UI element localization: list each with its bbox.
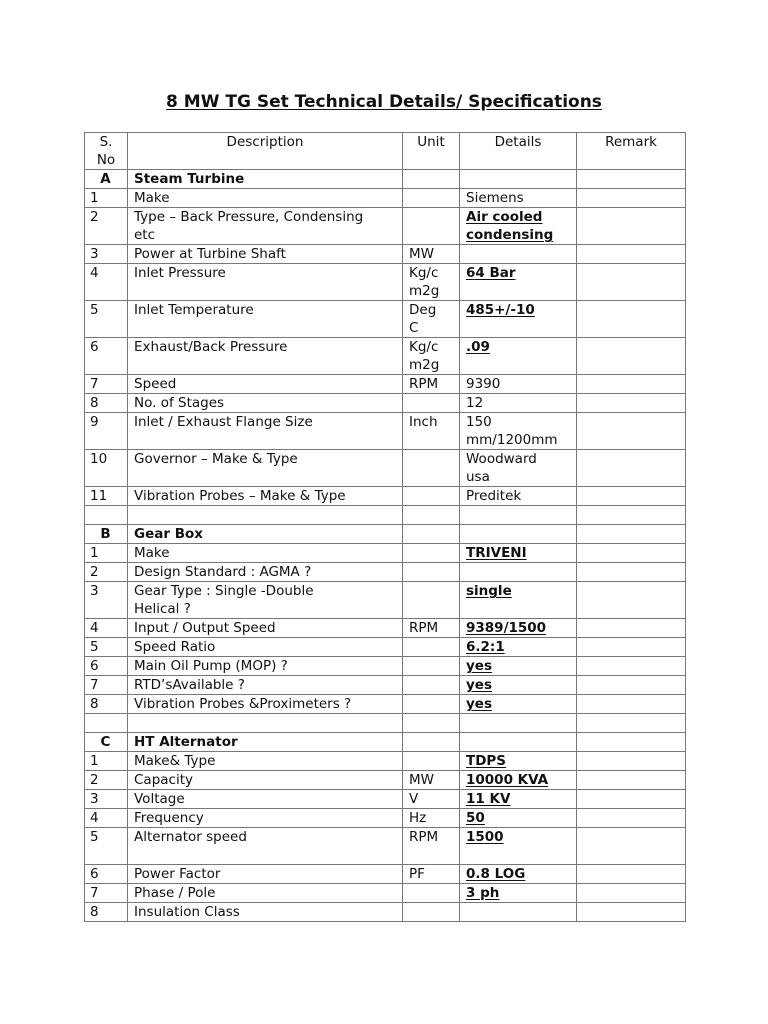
section-row [85, 525, 686, 544]
item-details: 11 KV [460, 790, 577, 809]
item-unit [403, 394, 460, 413]
item-description: Inlet / Exhaust Flange Size [128, 413, 403, 450]
empty-cell [403, 170, 460, 189]
item-details: 150 mm/1200mm [460, 413, 577, 450]
table-row [85, 264, 686, 301]
item-details: 64 Bar [460, 264, 577, 301]
empty-cell [128, 714, 403, 733]
item-number: 7 [85, 676, 128, 695]
table-row [85, 563, 686, 582]
item-number: 1 [85, 752, 128, 771]
item-details: Siemens [460, 189, 577, 208]
item-number: 4 [85, 809, 128, 828]
empty-cell [577, 714, 686, 733]
item-remark [577, 487, 686, 506]
item-number: 4 [85, 619, 128, 638]
empty-cell [403, 733, 460, 752]
item-details: 12 [460, 394, 577, 413]
item-description: Gear Type : Single -Double Helical ? [128, 582, 403, 619]
table-row [85, 828, 686, 865]
item-number: 6 [85, 865, 128, 884]
table-row [85, 450, 686, 487]
table-row [85, 338, 686, 375]
item-remark [577, 638, 686, 657]
item-remark [577, 695, 686, 714]
item-remark [577, 338, 686, 375]
table-row [85, 809, 686, 828]
item-remark [577, 752, 686, 771]
section-letter: B [85, 525, 128, 544]
item-number: 2 [85, 208, 128, 245]
item-remark [577, 809, 686, 828]
item-unit: Kg/c m2g [403, 264, 460, 301]
table-row [85, 752, 686, 771]
header-description: Description [128, 133, 403, 170]
document-title: 8 MW TG Set Technical Details/ Specifications [166, 92, 602, 112]
item-details: 10000 KVA [460, 771, 577, 790]
item-unit [403, 582, 460, 619]
item-number: 3 [85, 582, 128, 619]
item-description: Power Factor [128, 865, 403, 884]
table-row [85, 245, 686, 264]
empty-cell [85, 714, 128, 733]
item-remark [577, 790, 686, 809]
item-details [460, 903, 577, 922]
empty-cell [128, 506, 403, 525]
table-row [85, 771, 686, 790]
section-title: HT Alternator [128, 733, 403, 752]
item-unit [403, 544, 460, 563]
table-body [85, 170, 686, 922]
empty-cell [460, 170, 577, 189]
empty-cell [577, 170, 686, 189]
item-remark [577, 394, 686, 413]
item-number: 5 [85, 828, 128, 865]
item-number: 8 [85, 695, 128, 714]
item-number: 7 [85, 884, 128, 903]
item-details [460, 245, 577, 264]
item-unit: MW [403, 771, 460, 790]
item-unit [403, 676, 460, 695]
item-remark [577, 903, 686, 922]
item-unit [403, 487, 460, 506]
section-title: Steam Turbine [128, 170, 403, 189]
item-description: Alternator speed [128, 828, 403, 865]
item-details: yes [460, 676, 577, 695]
item-description: Insulation Class [128, 903, 403, 922]
table-row [85, 301, 686, 338]
section-row [85, 733, 686, 752]
item-description: No. of Stages [128, 394, 403, 413]
table-row [85, 189, 686, 208]
item-details: yes [460, 657, 577, 676]
item-details: 1500 [460, 828, 577, 865]
section-title: Gear Box [128, 525, 403, 544]
item-unit: RPM [403, 828, 460, 865]
item-description: Exhaust/Back Pressure [128, 338, 403, 375]
item-remark [577, 657, 686, 676]
item-unit [403, 884, 460, 903]
empty-cell [460, 525, 577, 544]
item-description: Power at Turbine Shaft [128, 245, 403, 264]
item-description: Phase / Pole [128, 884, 403, 903]
table-row [85, 413, 686, 450]
empty-cell [403, 714, 460, 733]
spec-table [84, 132, 686, 922]
item-description: Frequency [128, 809, 403, 828]
header-unit: Unit [403, 133, 460, 170]
item-number: 1 [85, 544, 128, 563]
item-remark [577, 582, 686, 619]
item-unit: RPM [403, 375, 460, 394]
item-number: 10 [85, 450, 128, 487]
table-row [85, 394, 686, 413]
item-details: Preditek [460, 487, 577, 506]
header-sno: S. No [85, 133, 128, 170]
item-number: 6 [85, 657, 128, 676]
item-remark [577, 208, 686, 245]
item-number: 2 [85, 563, 128, 582]
item-unit: PF [403, 865, 460, 884]
item-description: Capacity [128, 771, 403, 790]
table-row [85, 638, 686, 657]
item-unit [403, 563, 460, 582]
header-remark: Remark [577, 133, 686, 170]
item-details: Woodward usa [460, 450, 577, 487]
item-description: Speed Ratio [128, 638, 403, 657]
item-details: 0.8 LOG [460, 865, 577, 884]
item-details: single [460, 582, 577, 619]
table-row [85, 208, 686, 245]
item-details: 3 ph [460, 884, 577, 903]
item-remark [577, 413, 686, 450]
section-letter: C [85, 733, 128, 752]
item-details: 9390 [460, 375, 577, 394]
table-header [85, 133, 686, 170]
item-remark [577, 264, 686, 301]
item-remark [577, 865, 686, 884]
item-details: TRIVENI [460, 544, 577, 563]
section-letter: A [85, 170, 128, 189]
table-row [85, 884, 686, 903]
section-row [85, 170, 686, 189]
item-unit: RPM [403, 619, 460, 638]
item-description: Make [128, 189, 403, 208]
blank-row [85, 506, 686, 525]
empty-cell [403, 525, 460, 544]
item-unit [403, 208, 460, 245]
header-details: Details [460, 133, 577, 170]
item-description: Speed [128, 375, 403, 394]
item-unit: MW [403, 245, 460, 264]
item-remark [577, 245, 686, 264]
item-description: Inlet Pressure [128, 264, 403, 301]
item-description: Input / Output Speed [128, 619, 403, 638]
item-details: .09 [460, 338, 577, 375]
item-description: Design Standard : AGMA ? [128, 563, 403, 582]
item-details: yes [460, 695, 577, 714]
item-unit [403, 638, 460, 657]
item-remark [577, 884, 686, 903]
item-number: 11 [85, 487, 128, 506]
item-unit: Kg/c m2g [403, 338, 460, 375]
item-number: 3 [85, 790, 128, 809]
item-remark [577, 189, 686, 208]
table-row [85, 790, 686, 809]
item-unit: Inch [403, 413, 460, 450]
item-details: 6.2:1 [460, 638, 577, 657]
item-number: 5 [85, 638, 128, 657]
table-row [85, 865, 686, 884]
item-unit [403, 189, 460, 208]
item-description: Type – Back Pressure, Condensing etc [128, 208, 403, 245]
empty-cell [460, 714, 577, 733]
empty-cell [85, 506, 128, 525]
item-number: 1 [85, 189, 128, 208]
item-unit [403, 657, 460, 676]
item-details: 9389/1500 [460, 619, 577, 638]
item-details: 50 [460, 809, 577, 828]
item-description: Make& Type [128, 752, 403, 771]
item-description: Make [128, 544, 403, 563]
item-description: Voltage [128, 790, 403, 809]
item-remark [577, 301, 686, 338]
empty-cell [460, 733, 577, 752]
item-unit: Deg C [403, 301, 460, 338]
table-row [85, 544, 686, 563]
empty-cell [577, 733, 686, 752]
item-number: 3 [85, 245, 128, 264]
table-row [85, 903, 686, 922]
item-details: Air cooled condensing [460, 208, 577, 245]
item-remark [577, 676, 686, 695]
item-number: 8 [85, 394, 128, 413]
item-details [460, 563, 577, 582]
item-description: Vibration Probes &Proximeters ? [128, 695, 403, 714]
table-row [85, 657, 686, 676]
item-unit [403, 752, 460, 771]
item-number: 6 [85, 338, 128, 375]
item-remark [577, 828, 686, 865]
item-unit [403, 903, 460, 922]
empty-cell [403, 506, 460, 525]
item-remark [577, 450, 686, 487]
table-row [85, 582, 686, 619]
item-unit: Hz [403, 809, 460, 828]
empty-cell [577, 506, 686, 525]
table-row [85, 487, 686, 506]
item-description: RTD’sAvailable ? [128, 676, 403, 695]
empty-cell [577, 525, 686, 544]
item-description: Vibration Probes – Make & Type [128, 487, 403, 506]
item-number: 4 [85, 264, 128, 301]
item-description: Governor – Make & Type [128, 450, 403, 487]
item-description: Main Oil Pump (MOP) ? [128, 657, 403, 676]
item-description: Inlet Temperature [128, 301, 403, 338]
header-row [85, 133, 686, 170]
item-unit [403, 695, 460, 714]
item-number: 8 [85, 903, 128, 922]
item-number: 2 [85, 771, 128, 790]
table-row [85, 676, 686, 695]
item-number: 7 [85, 375, 128, 394]
item-unit: V [403, 790, 460, 809]
item-remark [577, 563, 686, 582]
item-number: 5 [85, 301, 128, 338]
table-row [85, 375, 686, 394]
item-remark [577, 544, 686, 563]
empty-cell [460, 506, 577, 525]
table-row [85, 695, 686, 714]
item-number: 9 [85, 413, 128, 450]
item-remark [577, 619, 686, 638]
item-details: TDPS [460, 752, 577, 771]
item-remark [577, 375, 686, 394]
table-row [85, 619, 686, 638]
item-remark [577, 771, 686, 790]
blank-row [85, 714, 686, 733]
item-details: 485+/-10 [460, 301, 577, 338]
item-unit [403, 450, 460, 487]
